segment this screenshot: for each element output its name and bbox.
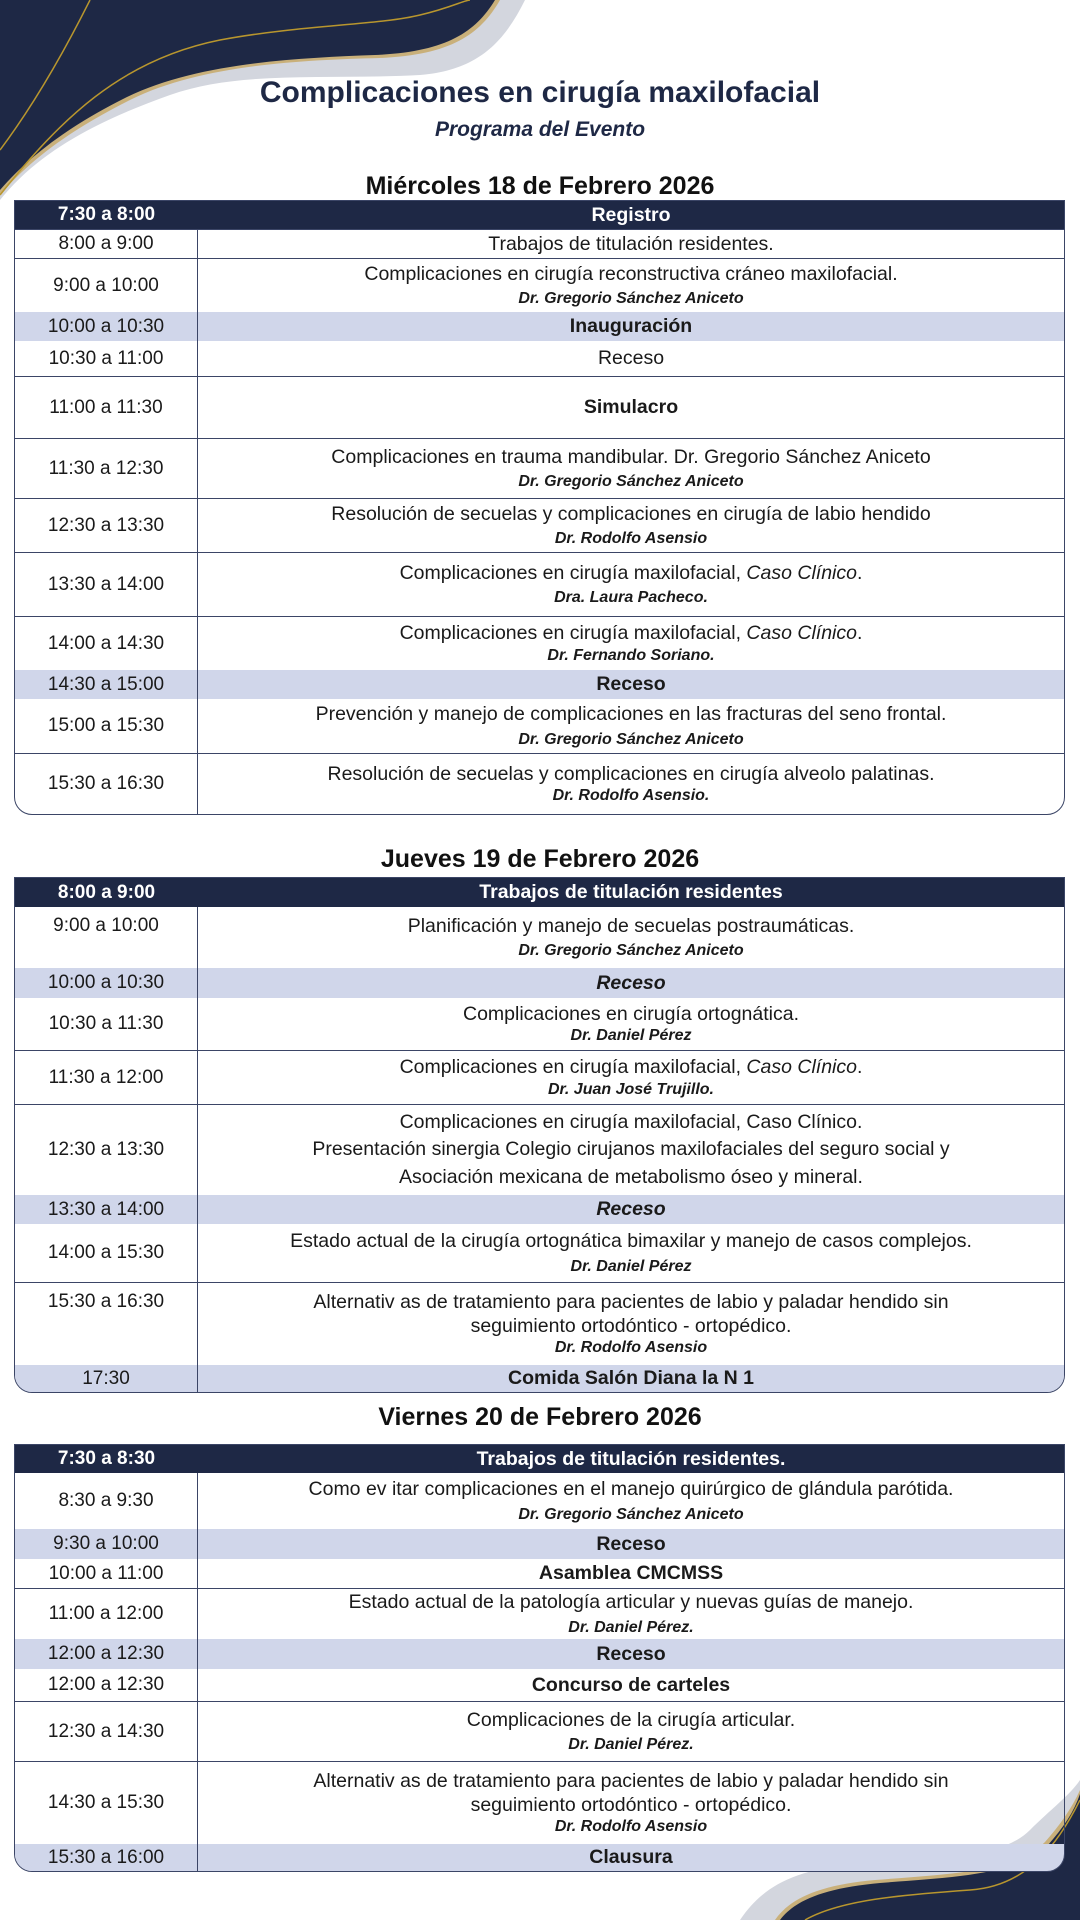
schedule-table-viernes [14,1444,1065,1872]
time-cell: 10:00 a 10:30 [15,968,198,998]
session-cell [198,1283,1064,1365]
table-row-highlight [15,1844,1064,1871]
time-cell: 13:30 a 14:00 [15,553,198,616]
time-cell: 11:00 a 12:00 [15,1589,198,1639]
session-title: Estado actual de la cirugía ortognática bimaxilar y manejo de casos complejos. [290,1230,972,1253]
session-title: Complicaciones en cirugía maxilofacial, Caso Clínico. [399,1111,863,1134]
session-title: Simulacro [583,396,679,419]
time-cell: 9:30 a 10:00 [15,1529,198,1559]
session-cell [198,1559,1064,1588]
speaker-name: Dr. Gregorio Sánchez Aniceto [518,290,744,308]
session-title: Inauguración [569,315,693,338]
table-row [15,1282,1064,1365]
session-title: Receso [596,673,666,696]
speaker-name: Dr. Daniel Pérez. [568,1736,694,1754]
session-cell [198,1844,1064,1871]
speaker-name: Dr. Gregorio Sánchez Aniceto [518,1505,744,1523]
session-cell [198,1669,1064,1701]
speaker-name: Dr. Gregorio Sánchez Aniceto [518,473,744,491]
table-row [15,699,1064,753]
speaker-name: Dr. Rodolfo Asensio [554,1818,708,1836]
time-cell: 11:30 a 12:30 [15,439,198,498]
time-cell: 8:00 a 9:00 [15,230,198,258]
speaker-name: Dr. Fernando Soriano. [547,646,715,664]
session-title: Como ev itar complicaciones en el manejo quirúrgico de glándula parótida. [308,1478,954,1501]
table-row [15,1669,1064,1701]
day-heading-miercoles: Miércoles 18 de Febrero 2026 [365,172,715,200]
session-title: Clausura [589,1846,673,1869]
speaker-name: Dr. Daniel Pérez [570,1257,692,1275]
time-cell: 9:00 a 10:00 [15,907,198,968]
session-cell [198,1473,1064,1529]
table-row [15,1050,1064,1104]
table-row-highlight [15,670,1064,699]
session-cell [198,1445,1064,1473]
session-title: Complicaciones en cirugía reconstructiva cráneo maxilofacial. [364,262,898,285]
table-row [15,1473,1064,1529]
speaker-name: Dra. Laura Pacheco. [554,589,708,607]
table-row [15,376,1064,438]
page-title: Complicaciones en cirugía maxilofacial [259,76,821,109]
session-cell [198,878,1064,907]
time-cell: 10:00 a 10:30 [15,312,198,341]
session-cell [198,1762,1064,1844]
session-cell [198,754,1064,814]
session-title: Receso [597,347,665,370]
table-row [15,907,1064,968]
session-title: Planificación y manejo de secuelas postraumáticas. [407,914,855,937]
table-row [15,229,1064,258]
session-cell [198,1365,1064,1392]
table-row [15,1588,1064,1639]
time-cell: 15:30 a 16:30 [15,754,198,814]
session-title: Concurso de carteles [531,1673,731,1696]
session-title: Receso [596,971,666,994]
session-title: Complicaciones en trauma mandibular. Dr. Gregorio Sánchez Aniceto [331,445,931,468]
speaker-name: Dr. Rodolfo Asensio [554,530,708,548]
session-title: Resolución de secuelas y complicaciones en cirugía alveolo palatinas. [327,762,935,785]
session-title: Trabajos de titulación residentes [479,881,783,904]
table-header-row [15,1445,1064,1473]
session-cell [198,1529,1064,1559]
table-row [15,498,1064,552]
speaker-name: Dr. Gregorio Sánchez Aniceto [518,730,744,748]
session-cell [198,1195,1064,1224]
time-cell: 7:30 a 8:00 [57,204,156,225]
day-heading-viernes: Viernes 20 de Febrero 2026 [378,1403,702,1431]
table-row [15,616,1064,670]
time-cell: 10:30 a 11:30 [15,998,198,1050]
table-header-row [15,201,1064,229]
time-cell: 12:00 a 12:30 [15,1669,198,1701]
session-cell [198,201,1064,229]
schedule-table-miercoles [14,200,1065,815]
session-cell [198,377,1064,438]
time-cell: 14:30 a 15:30 [15,1762,198,1844]
session-cell [198,1639,1064,1669]
session-line: Presentación sinergia Colegio cirujanos maxilofaciales del seguro social y [312,1138,950,1161]
speaker-name: Dr. Daniel Pérez [570,1027,692,1045]
time-cell: 8:00 a 9:00 [57,881,156,903]
session-title: Alternativ as de tratamiento para pacientes de labio y paladar hendido sin [313,1769,949,1792]
session-title: Trabajos de titulación residentes. [488,232,774,255]
session-title: Receso [596,1642,666,1665]
table-row [15,258,1064,312]
time-cell: 12:30 a 13:30 [15,499,198,552]
session-cell [198,439,1064,498]
time-cell: 15:00 a 15:30 [15,699,198,753]
session-line: Asociación mexicana de metabolismo óseo y mineral. [399,1165,863,1188]
page-subtitle: Programa del Evento [434,118,646,141]
session-cell [198,699,1064,753]
table-row [15,341,1064,376]
session-cell [198,312,1064,341]
session-cell [198,617,1064,670]
session-title: Complicaciones de la cirugía articular. [466,1708,796,1731]
session-title: Alternativ as de tratamiento para pacientes de labio y paladar hendido sin [313,1290,949,1313]
table-row [15,998,1064,1050]
speaker-name: Dr. Rodolfo Asensio [554,1339,708,1357]
schedule-table-jueves [14,877,1065,1393]
session-title: Complicaciones en cirugía ortognática. [462,1002,799,1025]
table-row [15,753,1064,814]
session-cell [198,907,1064,968]
time-cell: 13:30 a 14:00 [15,1195,198,1224]
time-cell: 15:30 a 16:30 [15,1283,198,1365]
session-cell [198,1051,1064,1104]
time-cell: 10:30 a 11:00 [15,341,198,376]
session-cell [198,968,1064,998]
speaker-name: Dr. Juan José Trujillo. [548,1080,714,1098]
session-title: Registro [591,203,671,226]
session-title: Resolución de secuelas y complicaciones en cirugía de labio hendido [331,502,931,525]
session-title: Estado actual de la patología articular y nuevas guías de manejo. [348,1591,914,1614]
session-title: Prevención y manejo de complicaciones en las fracturas del seno frontal. [315,703,947,726]
speaker-name: Dr. Daniel Pérez. [568,1618,694,1636]
session-cell [198,1105,1064,1195]
time-cell: 10:00 a 11:00 [15,1559,198,1588]
table-row [15,1559,1064,1588]
time-cell: 9:00 a 10:00 [15,259,198,312]
time-cell: 17:30 [15,1365,198,1392]
session-title: Receso [596,1198,666,1221]
session-title: Asamblea CMCMSS [538,1562,724,1585]
table-row [15,552,1064,616]
day-heading-jueves: Jueves 19 de Febrero 2026 [380,845,700,873]
session-title: Complicaciones en cirugía maxilofacial, Caso Clínico. [399,561,863,584]
session-title: Complicaciones en cirugía maxilofacial, Caso Clínico. [399,1056,863,1079]
time-cell: 8:30 a 9:30 [15,1473,198,1529]
table-row-highlight [15,1639,1064,1669]
time-cell: 14:30 a 15:00 [15,670,198,699]
time-cell: 7:30 a 8:30 [57,1448,156,1469]
table-row-highlight [15,1365,1064,1392]
session-cell [198,1702,1064,1761]
session-cell [198,670,1064,699]
session-title: Comida Salón Diana la N 1 [508,1367,754,1390]
time-cell: 14:00 a 14:30 [15,617,198,670]
table-row-highlight [15,312,1064,341]
table-row [15,1701,1064,1761]
time-cell: 11:30 a 12:00 [15,1051,198,1104]
table-row-highlight [15,968,1064,998]
table-row-highlight [15,1195,1064,1224]
time-cell: 12:00 a 12:30 [15,1639,198,1669]
table-row [15,1761,1064,1844]
session-cell [198,553,1064,616]
time-cell: 15:30 a 16:00 [15,1844,198,1871]
speaker-name: Dr. Rodolfo Asensio. [552,787,710,805]
table-row [15,438,1064,498]
session-cell [198,499,1064,552]
session-cell [198,230,1064,258]
session-title: Receso [596,1532,666,1555]
session-cell [198,259,1064,312]
table-row [15,1104,1064,1195]
session-title: Trabajos de titulación residentes. [476,1447,786,1470]
time-cell: 12:30 a 14:30 [15,1702,198,1761]
table-header-row [15,878,1064,907]
session-line: seguimiento ortodóntico - ortopédico. [470,1315,792,1337]
table-row [15,1224,1064,1282]
time-cell: 12:30 a 13:30 [15,1105,198,1195]
session-cell [198,998,1064,1050]
session-line: seguimiento ortodóntico - ortopédico. [470,1794,792,1816]
time-cell: 14:00 a 15:30 [15,1224,198,1282]
session-title: Complicaciones en cirugía maxilofacial, Caso Clínico. [399,622,863,645]
session-cell [198,1224,1064,1282]
session-cell [198,341,1064,376]
session-cell [198,1589,1064,1639]
table-row-highlight [15,1529,1064,1559]
speaker-name: Dr. Gregorio Sánchez Aniceto [518,942,744,960]
time-cell: 11:00 a 11:30 [15,377,198,438]
